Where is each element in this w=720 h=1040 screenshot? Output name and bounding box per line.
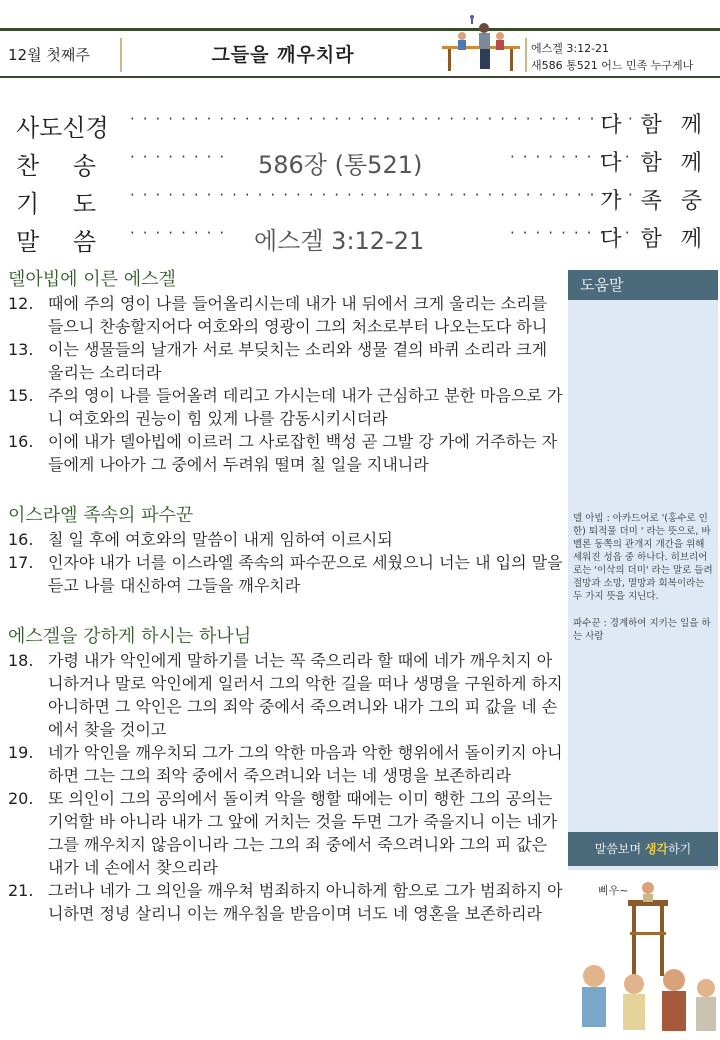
order-participants: 가 족 중 xyxy=(600,189,708,214)
verse-text: 주의 영이 나를 들어올려 데리고 가시는데 내가 근심하고 분한 마음으로 가니 여호와의 권능이 힘 있게 나를 감동시키시더라 xyxy=(48,386,563,428)
glossary-notes xyxy=(573,512,715,643)
order-label: 기 도 xyxy=(16,190,96,218)
verse-text: 인자야 내가 너를 이스라엘 족속의 파수꾼으로 세웠으니 너는 내 입의 말을 듣고 나를 대신하여 그들을 깨우치라 xyxy=(48,553,563,595)
verse xyxy=(8,787,564,879)
verse xyxy=(8,879,564,925)
dotted-leader: ········································ xyxy=(130,186,641,204)
highlight-word: 생각 xyxy=(644,842,669,856)
help-sidebar xyxy=(568,270,718,870)
order-label: 말 씀 xyxy=(16,228,96,256)
verse-number: 19. xyxy=(8,743,34,762)
header-divider xyxy=(525,38,527,72)
dotted-leader: ········ xyxy=(130,148,233,166)
scripture-reading: 에스겔 3:12-21 xyxy=(254,227,425,255)
family-table-illustration xyxy=(440,14,522,74)
verse-number: 21. xyxy=(8,881,34,900)
dotted-leader: ········ xyxy=(130,224,233,242)
dotted-leader: ·········· xyxy=(510,224,638,242)
section-title: 이스라엘 족속의 파수꾼 xyxy=(8,505,194,526)
verse xyxy=(8,551,564,597)
header-divider xyxy=(120,38,122,72)
hymn-reference: 새586 통521 어느 민족 누구게나 xyxy=(531,59,694,72)
glossary-entry: 파수꾼 : 경계하여 지키는 일을 하는 사람 xyxy=(573,618,711,642)
verse xyxy=(8,741,564,787)
section-title: 델아빕에 이른 에스겔 xyxy=(8,269,176,290)
verse-text: 또 의인이 그의 공의에서 돌이켜 악을 행할 때에는 이미 행한 그의 공의는 기억할 바 아니라 내가 그 앞에 거치는 것을 두면 그가 죽을지니 이는 네가 그를 깨우치지 않음이니라 그는 그의 죄 중에서 죽으려니와 그의 피 값은 내가 네 손에서 찾으리라 xyxy=(48,789,558,877)
order-row xyxy=(0,218,720,256)
page-title: 그들을 깨우치라 xyxy=(211,44,355,66)
verse-text: 때에 주의 영이 나를 들어올리시는데 내가 내 뒤에서 크게 울리는 소리를 들으니 찬송할지어다 여호와의 영광이 그의 처소로부터 나오는도다 하니 xyxy=(48,294,548,336)
verse-number: 12. xyxy=(8,294,34,313)
order-participants: 다 함 께 xyxy=(600,151,708,176)
week-label: 12월 첫째주 xyxy=(8,46,90,64)
verse-number: 18. xyxy=(8,651,34,670)
worship-order xyxy=(0,104,720,256)
verse-number: 17. xyxy=(8,553,34,572)
order-row xyxy=(0,104,720,142)
section-title: 에스겔을 강하게 하시는 하나님 xyxy=(8,626,252,647)
dotted-leader: ·········· xyxy=(510,148,638,166)
order-row xyxy=(0,180,720,218)
watchman-illustration xyxy=(568,872,720,1032)
verse-text: 네가 악인을 깨우치되 그가 그의 악한 마음과 악한 행위에서 돌이키지 아니하면 그는 그의 죄악 중에서 죽으려니와 너는 네 생명을 보존하리라 xyxy=(48,743,563,785)
reflection-banner: 말씀보며 생각하기 xyxy=(568,832,718,866)
verse-text: 이에 내가 델아빕에 이르러 그 사로잡힌 백성 곧 그발 강 가에 거주하는 자들에게 나아가 그 중에서 두려워 떨며 칠 일을 지내니라 xyxy=(48,432,558,474)
verse-number: 13. xyxy=(8,340,34,359)
verse xyxy=(8,430,564,476)
order-row xyxy=(0,142,720,180)
sidebar-heading: 도움말 xyxy=(568,270,718,300)
verse xyxy=(8,292,564,338)
verse xyxy=(8,338,564,384)
verse-text: 가령 내가 악인에게 말하기를 너는 꼭 죽으리라 할 때에 네가 깨우치지 아니하거나 말로 악인에게 일러서 그의 악한 길을 떠나 생명을 구원하게 하지 아니하면 그 악인은 그의 죄악 중에서 죽으려니와 내가 그의 피 값을 네 손에서 찾을 것이고 xyxy=(48,651,563,739)
order-participants: 다 함 께 xyxy=(600,227,708,252)
verse-number: 20. xyxy=(8,789,34,808)
header-top-rule xyxy=(0,28,720,31)
glossary-entry: 델 아빕 : 아카드어로 '(홍수로 인한) 퇴적물 더미 ' 라는 뜻으로, 바벨론 동쪽의 관개지 개간을 위해 세워진 성읍 중 하나다. 히브리어로는 '이삭의 더미' 라는 말로 들려 절망과 소망, 멸망과 회복이라는 두 가지 뜻을 지닌다. xyxy=(573,513,713,602)
verse-text: 그러나 네가 그 의인을 깨우쳐 범죄하지 아니하게 함으로 그가 범죄하지 아니하면 정녕 살리니 이는 깨우침을 받음이며 너도 네 영혼을 보존하리라 xyxy=(48,881,563,923)
scripture-reference: 에스겔 3:12-21 xyxy=(531,42,610,55)
verse xyxy=(8,528,564,551)
verse-text: 이는 생물들의 날개가 서로 부딪치는 소리와 생물 곁의 바퀴 소리라 크게 울리는 소리더라 xyxy=(48,340,548,382)
order-participants: 다 함 께 xyxy=(600,113,708,138)
verse xyxy=(8,384,564,430)
verse-number: 16. xyxy=(8,432,34,451)
verse-text: 칠 일 후에 여호와의 말씀이 내게 임하여 이르시되 xyxy=(48,530,393,549)
verse-number: 16. xyxy=(8,530,34,549)
order-label: 찬 송 xyxy=(16,152,96,180)
dotted-leader: ········································ xyxy=(130,110,641,128)
hymn-number: 586장 (통521) xyxy=(258,151,423,179)
verse-number: 15. xyxy=(8,386,34,405)
verse xyxy=(8,649,564,741)
header-bottom-rule xyxy=(0,76,720,78)
scripture-text xyxy=(8,268,564,925)
order-label: 사도신경 xyxy=(16,114,109,142)
illustration-caption: 삐우~ xyxy=(598,884,629,897)
